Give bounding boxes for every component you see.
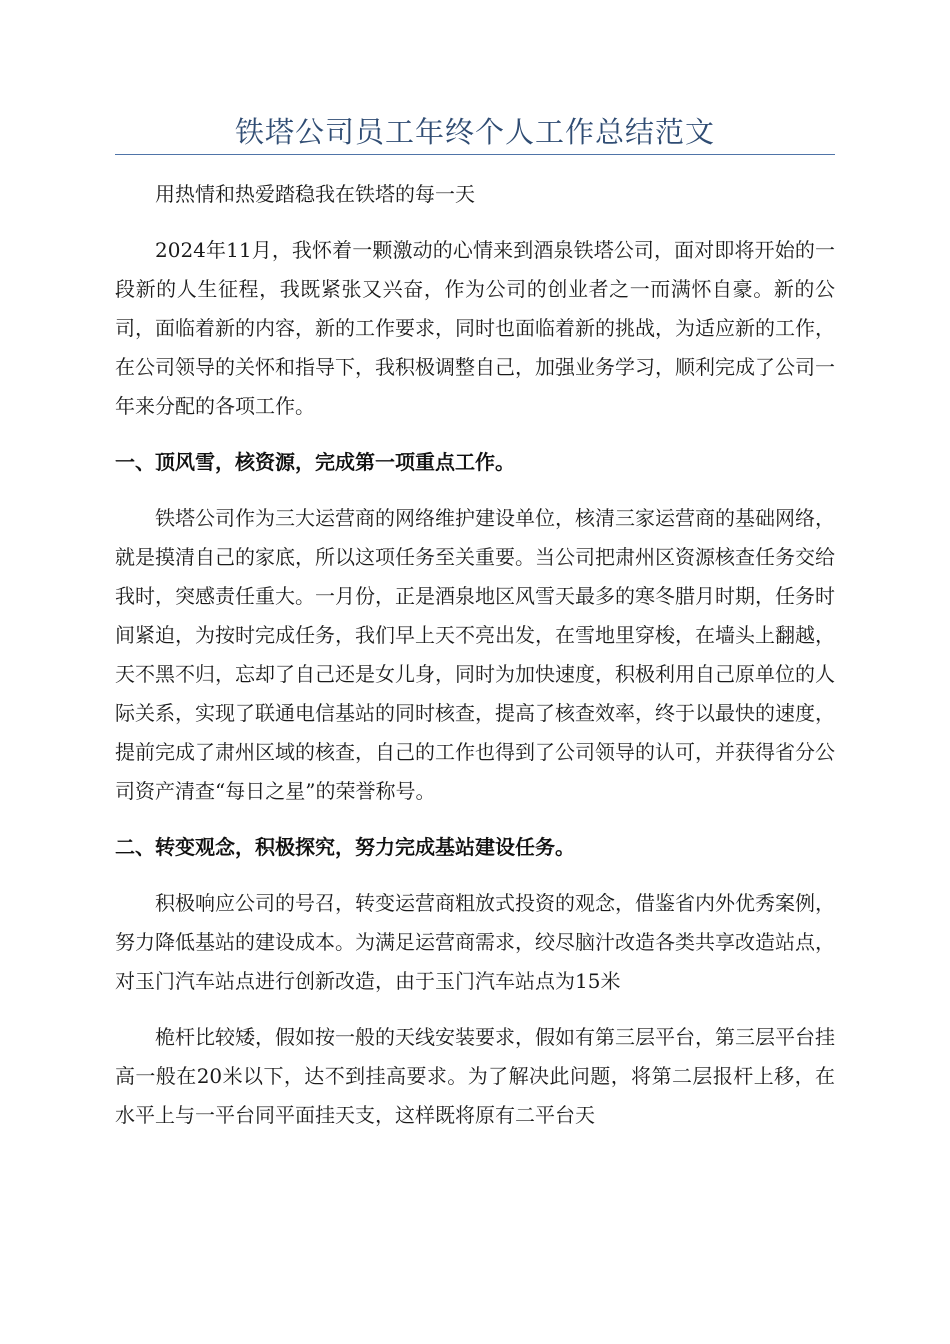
section-heading-2: 二、转变观念，积极探究，努力完成基站建设任务。	[115, 835, 575, 859]
section-heading-1: 一、顶风雪，核资源，完成第一项重点工作。	[115, 450, 515, 474]
document-title: 铁塔公司员工年终个人工作总结范文	[234, 115, 715, 149]
document-body	[115, 175, 835, 1152]
section-2-paragraph-2: 桅杆比较矮，假如按一般的天线安装要求，假如有第三层平台，第三层平台挂高一般在20米以下，达不到挂高要求。为了解决此问题，将第二层报杆上移，在水平上与一平台同平面挂天支，这样既将原有二平台天	[115, 1025, 835, 1127]
subtitle-paragraph: 用热情和热爱踏稳我在铁塔的每一天	[155, 182, 475, 206]
intro-paragraph: 2024年11月，我怀着一颗激动的心情来到酒泉铁塔公司，面对即将开始的一段新的人生征程，我既紧张又兴奋，作为公司的创业者之一而满怀自豪。新的公司，面临着新的内容，新的工作要求，同时也面临着新的挑战，为适应新的工作，在公司领导的关怀和指导下，我积极调整自己，加强业务学习，顺利完成了公司一年来分配的各项工作。	[115, 238, 835, 418]
title-underline	[115, 154, 835, 155]
section-2-paragraph-1: 积极响应公司的号召，转变运营商粗放式投资的观念，借鉴省内外优秀案例，努力降低基站的建设成本。为满足运营商需求，绞尽脑汁改造各类共享改造站点，对玉门汽车站点进行创新改造，由于玉门汽车站点为15米	[115, 891, 835, 993]
section-1-paragraph-1: 铁塔公司作为三大运营商的网络维护建设单位，核清三家运营商的基础网络，就是摸清自己的家底，所以这项任务至关重要。当公司把肃州区资源核查任务交给我时，突感责任重大。一月份，正是酒泉地区风雪天最多的寒冬腊月时期，任务时间紧迫，为按时完成任务，我们早上天不亮出发，在雪地里穿梭，在墙头上翻越，天不黑不归，忘却了自己还是女儿身，同时为加快速度，积极利用自己原单位的人际关系，实现了联通电信基站的同时核查，提高了核查效率，终于以最快的速度，提前完成了肃州区域的核查，自己的工作也得到了公司领导的认可，并获得省分公司资产清查“每日之星”的荣誉称号。	[115, 506, 835, 803]
